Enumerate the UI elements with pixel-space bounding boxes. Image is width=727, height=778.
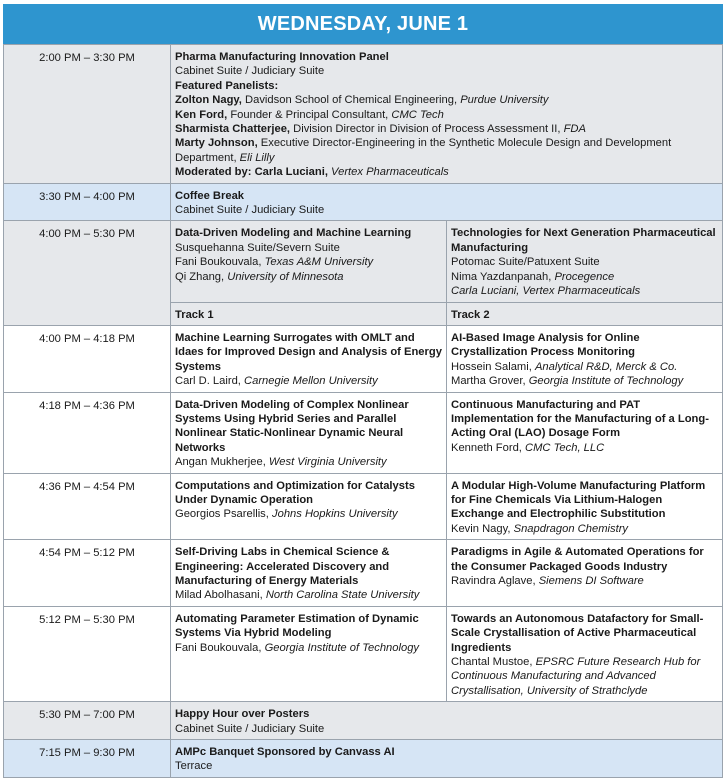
- track1-session: [171, 221, 447, 302]
- tracks-session-row: [4, 221, 723, 302]
- talk-time: 5:12 PM – 5:30 PM: [4, 606, 171, 701]
- talk-title: Towards an Autonomous Datafactory for Small-Scale Crystallisation of Active Pharmaceutical Ingredients: [451, 612, 704, 654]
- track2-talk: [447, 606, 723, 701]
- track1-session-location: Susquehanna Suite/Severn Suite: [175, 241, 340, 254]
- talk-row: [4, 473, 723, 540]
- banquet-time: 7:15 PM – 9:30 PM: [4, 740, 171, 778]
- speaker-affiliation: CMC Tech, LLC: [525, 441, 605, 454]
- talk-title: Paradigms in Agile & Automated Operations for the Consumer Packaged Goods Industry: [451, 546, 704, 573]
- track1-talk: [171, 392, 447, 473]
- track2-session-location: Potomac Suite/Patuxent Suite: [451, 256, 600, 269]
- speaker-name: Martha Grover,: [451, 375, 529, 388]
- speaker-name: Hossein Salami,: [451, 360, 535, 373]
- track1-talk: [171, 325, 447, 392]
- speaker: [175, 455, 442, 469]
- panel-title: Pharma Manufacturing Innovation Panel: [175, 51, 389, 63]
- tracks-session-time: 4:00 PM – 5:30 PM: [4, 221, 171, 325]
- speaker: [175, 641, 442, 655]
- chair: Qi Zhang, University of Minnesota: [175, 270, 344, 283]
- track1-talk: [171, 606, 447, 701]
- speaker-affiliation: West Virginia University: [268, 456, 387, 469]
- speaker: [175, 374, 442, 388]
- banquet-row: [4, 740, 723, 778]
- track2-session-title: Technologies for Next Generation Pharmaceutical Manufacturing: [451, 227, 716, 254]
- panelist: Ken Ford, Founder & Principal Consultant, CMC Tech: [175, 108, 444, 121]
- speaker-affiliation: Snapdragon Chemistry: [513, 522, 629, 535]
- panel-location: Cabinet Suite / Judiciary Suite: [175, 65, 325, 78]
- speaker-affiliation: Carnegie Mellon University: [244, 375, 378, 388]
- speaker-name: Ravindra Aglave,: [451, 575, 539, 587]
- speaker-name: Kenneth Ford,: [451, 441, 526, 454]
- track2-talk: [447, 325, 723, 392]
- coffee-time: 3:30 PM – 4:00 PM: [4, 183, 171, 221]
- speaker: [451, 360, 718, 374]
- speaker: [175, 507, 442, 521]
- speaker-affiliation: Georgia Institute of Technology: [528, 375, 684, 388]
- talk-title: Automating Parameter Estimation of Dynamic Systems Via Hybrid Modeling: [175, 612, 419, 640]
- speaker-affiliation: Siemens DI Software: [538, 575, 644, 587]
- speaker: [451, 574, 718, 588]
- speaker: [451, 522, 718, 536]
- speaker: [175, 588, 442, 602]
- talk-row: [4, 325, 723, 392]
- speaker-name: Georgios Psarellis,: [175, 508, 272, 521]
- track2-header: Track 2: [447, 302, 723, 325]
- track2-talk: [447, 392, 723, 473]
- talk-title: Machine Learning Surrogates with OMLT and Idaes for Improved Design and Analysis of Energy Systems: [175, 331, 442, 373]
- coffee-row: [4, 183, 723, 221]
- speaker: [451, 655, 718, 698]
- speaker-affiliation: EPSRC Future Research Hub for Continuous Manufacturing and Advanced Crystallisation, University of Strathclyde: [451, 656, 701, 697]
- talk-time: 4:54 PM – 5:12 PM: [4, 540, 171, 607]
- talk-row: [4, 392, 723, 473]
- banquet-details: [171, 740, 723, 778]
- panelist: Zolton Nagy, Davidson School of Chemical Engineering, Purdue University: [175, 94, 549, 107]
- schedule-table: [3, 44, 723, 778]
- talk-title: Computations and Optimization for Catalysts Under Dynamic Operation: [175, 479, 415, 506]
- talk-title: Self-Driving Labs in Chemical Science & Engineering: Accelerated Discovery and Manufacturing of Energy Materials: [175, 546, 390, 587]
- coffee-details: [171, 183, 723, 221]
- banquet-location: Terrace: [175, 760, 213, 773]
- happy-hour-title: Happy Hour over Posters: [175, 708, 310, 721]
- track1-session-title: Data-Driven Modeling and Machine Learning: [175, 227, 412, 240]
- panel-details: [171, 45, 723, 184]
- talk-time: 4:18 PM – 4:36 PM: [4, 392, 171, 473]
- featured-label: Featured Panelists:: [175, 79, 279, 92]
- speaker-affiliation: Johns Hopkins University: [272, 508, 398, 521]
- talk-row: [4, 540, 723, 607]
- panelist: Marty Johnson, Executive Director-Engineering in the Synthetic Molecule Design and Development Department, Eli Lilly: [175, 137, 672, 164]
- talk-time: 4:36 PM – 4:54 PM: [4, 473, 171, 540]
- speaker-name: Carl D. Laird,: [175, 375, 245, 388]
- talk-title: Continuous Manufacturing and PAT Implementation for the Manufacturing of a Long-Acting Oral (LAO) Dosage Form: [451, 398, 709, 440]
- chair: Fani Boukouvala, Texas A&M University: [175, 256, 374, 269]
- speaker-affiliation: North Carolina State University: [265, 589, 420, 602]
- talk-row: [4, 606, 723, 701]
- speaker-name: Fani Boukouvala,: [175, 641, 265, 654]
- speaker-name: Angan Mukherjee,: [175, 456, 269, 469]
- talk-title: A Modular High-Volume Manufacturing Platform for Fine Chemicals Via Lithium-Halogen Exchange and Electrophilic Substitution: [451, 479, 706, 521]
- happy-hour-location: Cabinet Suite / Judiciary Suite: [175, 722, 325, 735]
- speaker-name: Milad Abolhasani,: [175, 589, 266, 602]
- coffee-location: Cabinet Suite / Judiciary Suite: [175, 204, 325, 217]
- chair: Nima Yazdanpanah, Procegence: [451, 270, 615, 283]
- track2-talk: [447, 540, 723, 607]
- speaker: [451, 441, 718, 455]
- panelist: Sharmista Chatterjee, Division Director in Division of Process Assessment II, FDA: [175, 123, 586, 136]
- happy-hour-details: [171, 702, 723, 740]
- speaker-affiliation: Analytical R&D, Merck & Co.: [534, 360, 678, 373]
- coffee-title: Coffee Break: [175, 189, 245, 202]
- track1-talk: [171, 473, 447, 540]
- chair: Carla Luciani, Vertex Pharmaceuticals: [451, 285, 641, 298]
- talk-title: AI-Based Image Analysis for Online Crystallization Process Monitoring: [451, 331, 640, 359]
- speaker: [451, 374, 718, 388]
- day-header: [3, 4, 723, 44]
- day-title: WEDNESDAY, JUNE 1: [257, 12, 469, 35]
- track1-header: Track 1: [171, 302, 447, 325]
- happy-hour-row: [4, 702, 723, 740]
- speaker-name: Chantal Mustoe,: [451, 656, 536, 669]
- track1-talk: [171, 540, 447, 607]
- panel-time: 2:00 PM – 3:30 PM: [4, 45, 171, 184]
- happy-hour-time: 5:30 PM – 7:00 PM: [4, 702, 171, 740]
- moderator: Moderated by: Carla Luciani, Vertex Pharmaceuticals: [175, 166, 449, 179]
- banquet-title: AMPc Banquet Sponsored by Canvass AI: [175, 746, 395, 759]
- speaker-name: Kevin Nagy,: [451, 522, 514, 535]
- panel-row: [4, 45, 723, 184]
- schedule: [3, 4, 723, 778]
- talk-time: 4:00 PM – 4:18 PM: [4, 325, 171, 392]
- track2-talk: [447, 473, 723, 540]
- track2-session: [447, 221, 723, 302]
- talk-title: Data-Driven Modeling of Complex Nonlinear Systems Using Hybrid Series and Parallel Nonlinear Static-Nonlinear Dynamic Neural Networks: [175, 398, 409, 454]
- speaker-affiliation: Georgia Institute of Technology: [264, 641, 420, 654]
